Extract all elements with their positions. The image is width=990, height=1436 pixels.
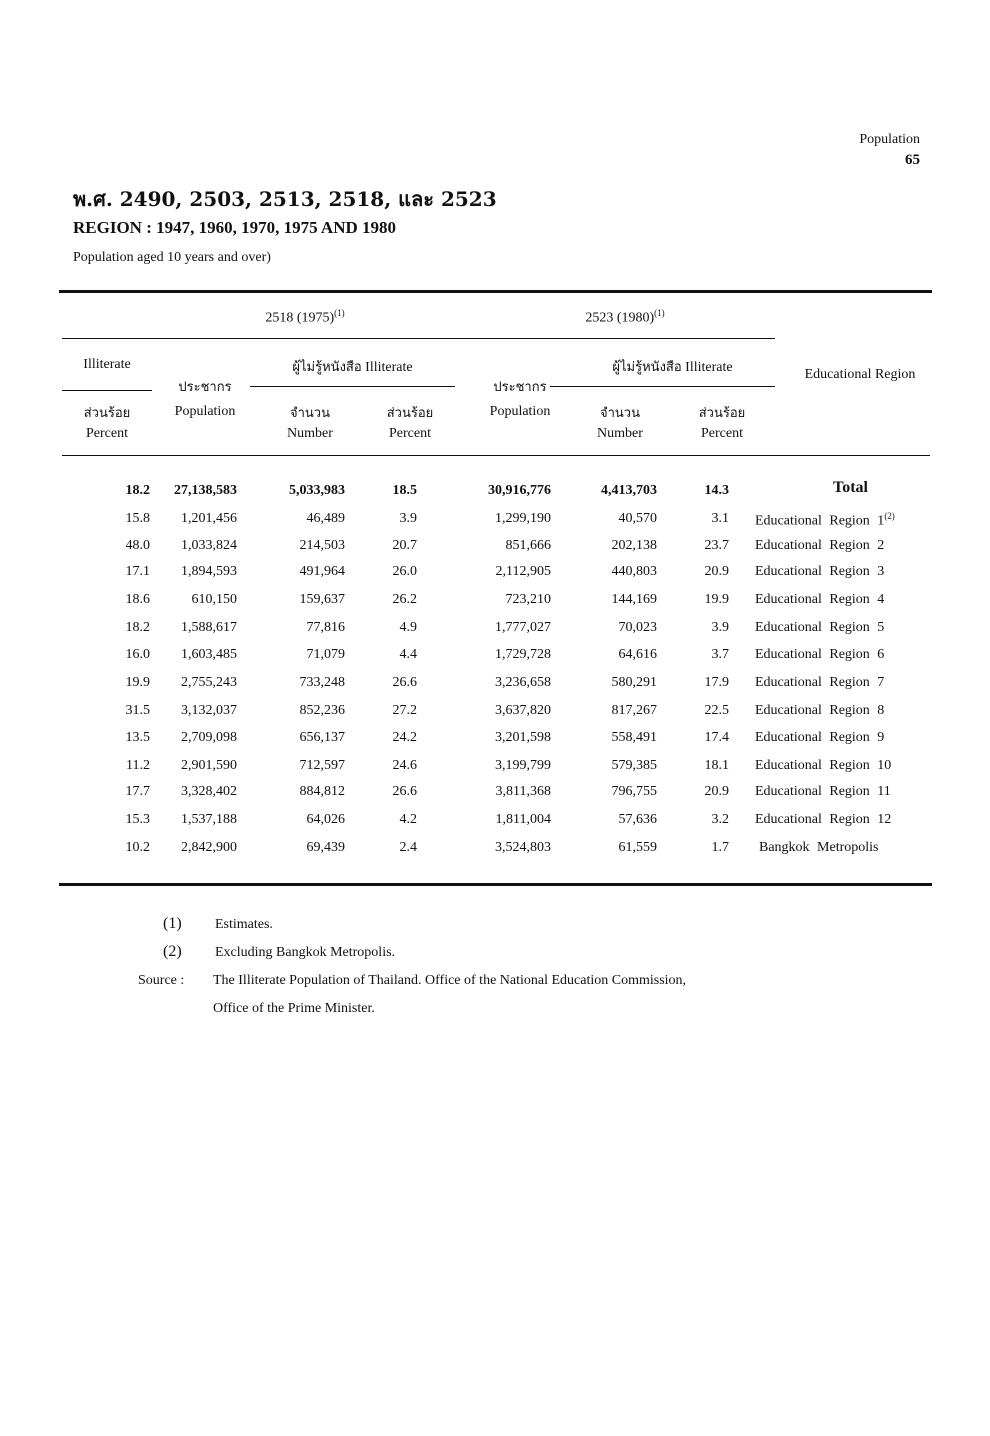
header-bottom-rule bbox=[62, 455, 930, 456]
cell-pop75: 610,150 bbox=[191, 592, 237, 607]
cell-p1970: 48.0 bbox=[125, 538, 150, 553]
cell-num75: 71,079 bbox=[306, 647, 345, 662]
region-label bbox=[755, 620, 884, 636]
number-80-header: Number bbox=[597, 426, 643, 441]
note-2 bbox=[163, 943, 396, 961]
cell-pct75: 4.2 bbox=[399, 812, 417, 827]
cell-num80: 202,138 bbox=[611, 538, 657, 553]
cell-num80: 558,491 bbox=[611, 730, 657, 745]
cell-p1970: 19.9 bbox=[125, 675, 150, 690]
cell-pct75: 26.2 bbox=[392, 592, 417, 607]
illiterate-75-rule bbox=[250, 386, 455, 387]
year-1980-label: 2523 (1980) bbox=[585, 310, 655, 326]
region-name: Educational Region 1 bbox=[755, 513, 885, 529]
cell-pop75: 27,138,583 bbox=[174, 483, 237, 498]
cell-p1970: 15.3 bbox=[125, 812, 150, 827]
source-line-1: The Illiterate Population of Thailand. Office of the National Education Commission, bbox=[213, 973, 687, 988]
region-name: Educational Region 6 bbox=[755, 647, 885, 662]
cell-pct80: 3.9 bbox=[711, 620, 729, 635]
number-thai-75: จำนวน bbox=[290, 406, 330, 421]
number-75-header: Number bbox=[287, 426, 333, 441]
region-label bbox=[759, 840, 879, 856]
cell-num75: 69,439 bbox=[306, 840, 345, 855]
footnote-ref-1975: (1) bbox=[334, 308, 345, 318]
cell-num80: 40,570 bbox=[618, 511, 657, 526]
region-label bbox=[833, 479, 868, 497]
cell-num80: 64,616 bbox=[618, 647, 657, 662]
cell-pct75: 24.6 bbox=[392, 758, 417, 773]
region-name: Educational Region 10 bbox=[755, 758, 892, 773]
region-label bbox=[755, 730, 884, 746]
cell-pop75: 1,603,485 bbox=[181, 647, 237, 662]
percent-80-header: Percent bbox=[701, 426, 743, 441]
left-subheader-rule bbox=[62, 390, 152, 391]
cell-pop80: 3,201,598 bbox=[495, 730, 551, 745]
region-name: Total bbox=[833, 479, 868, 496]
cell-pct75: 26.6 bbox=[392, 675, 417, 690]
cell-pct80: 20.9 bbox=[704, 564, 729, 579]
cell-num75: 656,137 bbox=[299, 730, 345, 745]
cell-pct80: 3.2 bbox=[711, 812, 729, 827]
cell-pct80: 14.3 bbox=[704, 483, 729, 498]
page-header bbox=[859, 130, 920, 170]
cell-pct80: 18.1 bbox=[704, 758, 729, 773]
title-english: REGION : 1947, 1960, 1970, 1975 AND 1980 bbox=[73, 218, 397, 237]
region-name: Educational Region 11 bbox=[755, 784, 891, 799]
cell-pop80: 3,199,799 bbox=[495, 758, 551, 773]
cell-pop80: 1,811,004 bbox=[495, 812, 551, 827]
cell-num75: 712,597 bbox=[299, 758, 345, 773]
cell-pct80: 19.9 bbox=[704, 592, 729, 607]
section-label: Population bbox=[859, 132, 920, 147]
cell-num80: 4,413,703 bbox=[601, 483, 657, 498]
cell-num75: 159,637 bbox=[299, 592, 345, 607]
illiterate-1970-header: Illiterate bbox=[83, 357, 131, 372]
illiterate-80-rule bbox=[550, 386, 775, 387]
illiterate-75-header bbox=[250, 356, 455, 377]
cell-pop80: 3,236,658 bbox=[495, 675, 551, 690]
cell-pop75: 2,755,243 bbox=[181, 675, 237, 690]
cell-pop80: 3,811,368 bbox=[495, 784, 551, 799]
cell-num75: 852,236 bbox=[299, 703, 345, 718]
cell-pop80: 30,916,776 bbox=[488, 483, 551, 498]
footnote-ref-1980: (1) bbox=[654, 308, 665, 318]
table-bottom-rule bbox=[59, 883, 932, 886]
title-thai: พ.ศ. 2490, 2503, 2513, 2518, และ 2523 bbox=[73, 187, 497, 211]
cell-pop75: 1,201,456 bbox=[181, 511, 237, 526]
cell-pct80: 23.7 bbox=[704, 538, 729, 553]
cell-pct75: 3.9 bbox=[399, 511, 417, 526]
cell-p1970: 17.7 bbox=[125, 784, 150, 799]
region-name: Educational Region 4 bbox=[755, 592, 885, 607]
cell-pop75: 1,894,593 bbox=[181, 564, 237, 579]
population-80-header: Population bbox=[489, 404, 551, 419]
year-1980-header bbox=[545, 308, 705, 327]
cell-p1970: 11.2 bbox=[126, 758, 150, 773]
cell-num80: 580,291 bbox=[611, 675, 657, 690]
note-1-text: Estimates. bbox=[215, 917, 273, 932]
cell-num75: 884,812 bbox=[299, 784, 345, 799]
cell-pop80: 851,666 bbox=[505, 538, 551, 553]
population-thai-75: ประชากร bbox=[178, 380, 232, 395]
cell-num75: 77,816 bbox=[306, 620, 345, 635]
source-note bbox=[138, 973, 687, 989]
cell-num80: 796,755 bbox=[611, 784, 657, 799]
region-label bbox=[755, 564, 884, 580]
cell-pct75: 18.5 bbox=[392, 483, 417, 498]
note-2-mark: (2) bbox=[163, 943, 182, 960]
cell-p1970: 18.2 bbox=[125, 483, 150, 498]
cell-num75: 46,489 bbox=[306, 511, 345, 526]
cell-pop80: 1,729,728 bbox=[495, 647, 551, 662]
cell-num75: 733,248 bbox=[299, 675, 345, 690]
region-label bbox=[755, 784, 891, 800]
region-name: Educational Region 12 bbox=[755, 812, 892, 827]
region-name: Bangkok Metropolis bbox=[759, 840, 879, 855]
illiterate-thai-80: ผู้ไม่รู้หนังสือ bbox=[612, 360, 682, 375]
cell-p1970: 18.6 bbox=[125, 592, 150, 607]
cell-num80: 61,559 bbox=[618, 840, 657, 855]
region-label bbox=[755, 675, 884, 691]
cell-pop75: 2,842,900 bbox=[181, 840, 237, 855]
cell-pop75: 1,033,824 bbox=[181, 538, 237, 553]
percent-thai-80: ส่วนร้อย bbox=[698, 406, 746, 421]
page-number: 65 bbox=[905, 152, 920, 168]
percent-thai-70: ส่วนร้อย bbox=[83, 406, 131, 421]
cell-pct75: 26.6 bbox=[392, 784, 417, 799]
cell-pop80: 3,524,803 bbox=[495, 840, 551, 855]
illiterate-en-75: Illiterate bbox=[365, 360, 413, 375]
cell-num75: 64,026 bbox=[306, 812, 345, 827]
cell-pop80: 1,777,027 bbox=[495, 620, 551, 635]
cell-p1970: 13.5 bbox=[125, 730, 150, 745]
cell-pct75: 24.2 bbox=[392, 730, 417, 745]
cell-pop80: 723,210 bbox=[505, 592, 551, 607]
cell-pct75: 26.0 bbox=[392, 564, 417, 579]
cell-num75: 214,503 bbox=[299, 538, 345, 553]
cell-pct80: 17.9 bbox=[704, 675, 729, 690]
cell-pct75: 27.2 bbox=[392, 703, 417, 718]
cell-pct80: 3.1 bbox=[711, 511, 729, 526]
region-label bbox=[755, 758, 891, 774]
cell-pop75: 2,709,098 bbox=[181, 730, 237, 745]
cell-num80: 817,267 bbox=[611, 703, 657, 718]
year-1975-label: 2518 (1975) bbox=[265, 310, 335, 326]
cell-pop75: 3,328,402 bbox=[181, 784, 237, 799]
region-name: Educational Region 5 bbox=[755, 620, 885, 635]
cell-pop75: 2,901,590 bbox=[181, 758, 237, 773]
cell-num75: 5,033,983 bbox=[289, 483, 345, 498]
illiterate-thai-75: ผู้ไม่รู้หนังสือ bbox=[292, 360, 362, 375]
cell-pop75: 1,537,188 bbox=[181, 812, 237, 827]
cell-pop75: 1,588,617 bbox=[181, 620, 237, 635]
cell-num75: 491,964 bbox=[299, 564, 345, 579]
region-name: Educational Region 8 bbox=[755, 703, 885, 718]
percent-75-header: Percent bbox=[389, 426, 431, 441]
cell-pop80: 2,112,905 bbox=[495, 564, 551, 579]
region-name: Educational Region 3 bbox=[755, 564, 885, 579]
cell-num80: 579,385 bbox=[611, 758, 657, 773]
cell-pct75: 20.7 bbox=[392, 538, 417, 553]
cell-pct80: 20.9 bbox=[704, 784, 729, 799]
cell-p1970: 15.8 bbox=[125, 511, 150, 526]
cell-num80: 70,023 bbox=[618, 620, 657, 635]
percent-70-header: Percent bbox=[86, 426, 128, 441]
region-label bbox=[755, 511, 895, 530]
cell-pct75: 4.9 bbox=[399, 620, 417, 635]
region-label bbox=[755, 647, 884, 663]
year-1975-header bbox=[225, 308, 385, 327]
population-75-header: Population bbox=[174, 404, 236, 419]
cell-num80: 57,636 bbox=[618, 812, 657, 827]
region-label bbox=[755, 703, 884, 719]
cell-pop80: 3,637,820 bbox=[495, 703, 551, 718]
cell-pct75: 2.4 bbox=[399, 840, 417, 855]
cell-p1970: 17.1 bbox=[125, 564, 150, 579]
cell-num80: 144,169 bbox=[611, 592, 657, 607]
educational-region-header: Educational Region bbox=[804, 367, 916, 382]
cell-pct80: 22.5 bbox=[704, 703, 729, 718]
table-top-rule bbox=[59, 290, 932, 293]
region-label bbox=[755, 592, 884, 608]
cell-p1970: 10.2 bbox=[125, 840, 150, 855]
illiterate-en-80: Illiterate bbox=[685, 360, 733, 375]
region-label bbox=[755, 538, 884, 554]
illiterate-80-header bbox=[570, 356, 775, 377]
cell-p1970: 16.0 bbox=[125, 647, 150, 662]
percent-thai-75: ส่วนร้อย bbox=[386, 406, 434, 421]
note-1 bbox=[163, 915, 273, 933]
region-name: Educational Region 9 bbox=[755, 730, 885, 745]
cell-p1970: 18.2 bbox=[125, 620, 150, 635]
region-label bbox=[755, 812, 891, 828]
region-name: Educational Region 7 bbox=[755, 675, 885, 690]
cell-pct75: 4.4 bbox=[399, 647, 417, 662]
cell-num80: 440,803 bbox=[611, 564, 657, 579]
cell-pct80: 17.4 bbox=[704, 730, 729, 745]
number-thai-80: จำนวน bbox=[600, 406, 640, 421]
region-name: Educational Region 2 bbox=[755, 538, 885, 553]
subtitle: Population aged 10 years and over) bbox=[73, 250, 271, 265]
cell-p1970: 31.5 bbox=[125, 703, 150, 718]
cell-pop75: 3,132,037 bbox=[181, 703, 237, 718]
population-thai-80: ประชากร bbox=[493, 380, 547, 395]
note-1-mark: (1) bbox=[163, 915, 182, 932]
cell-pct80: 3.7 bbox=[711, 647, 729, 662]
cell-pct80: 1.7 bbox=[711, 840, 729, 855]
year-divider-rule bbox=[62, 338, 775, 339]
source-label: Source : bbox=[138, 973, 185, 988]
region-footnote-ref: (2) bbox=[884, 511, 895, 521]
source-line-2: Office of the Prime Minister. bbox=[213, 1001, 375, 1016]
cell-pop80: 1,299,190 bbox=[495, 511, 551, 526]
note-2-text: Excluding Bangkok Metropolis. bbox=[215, 945, 396, 960]
